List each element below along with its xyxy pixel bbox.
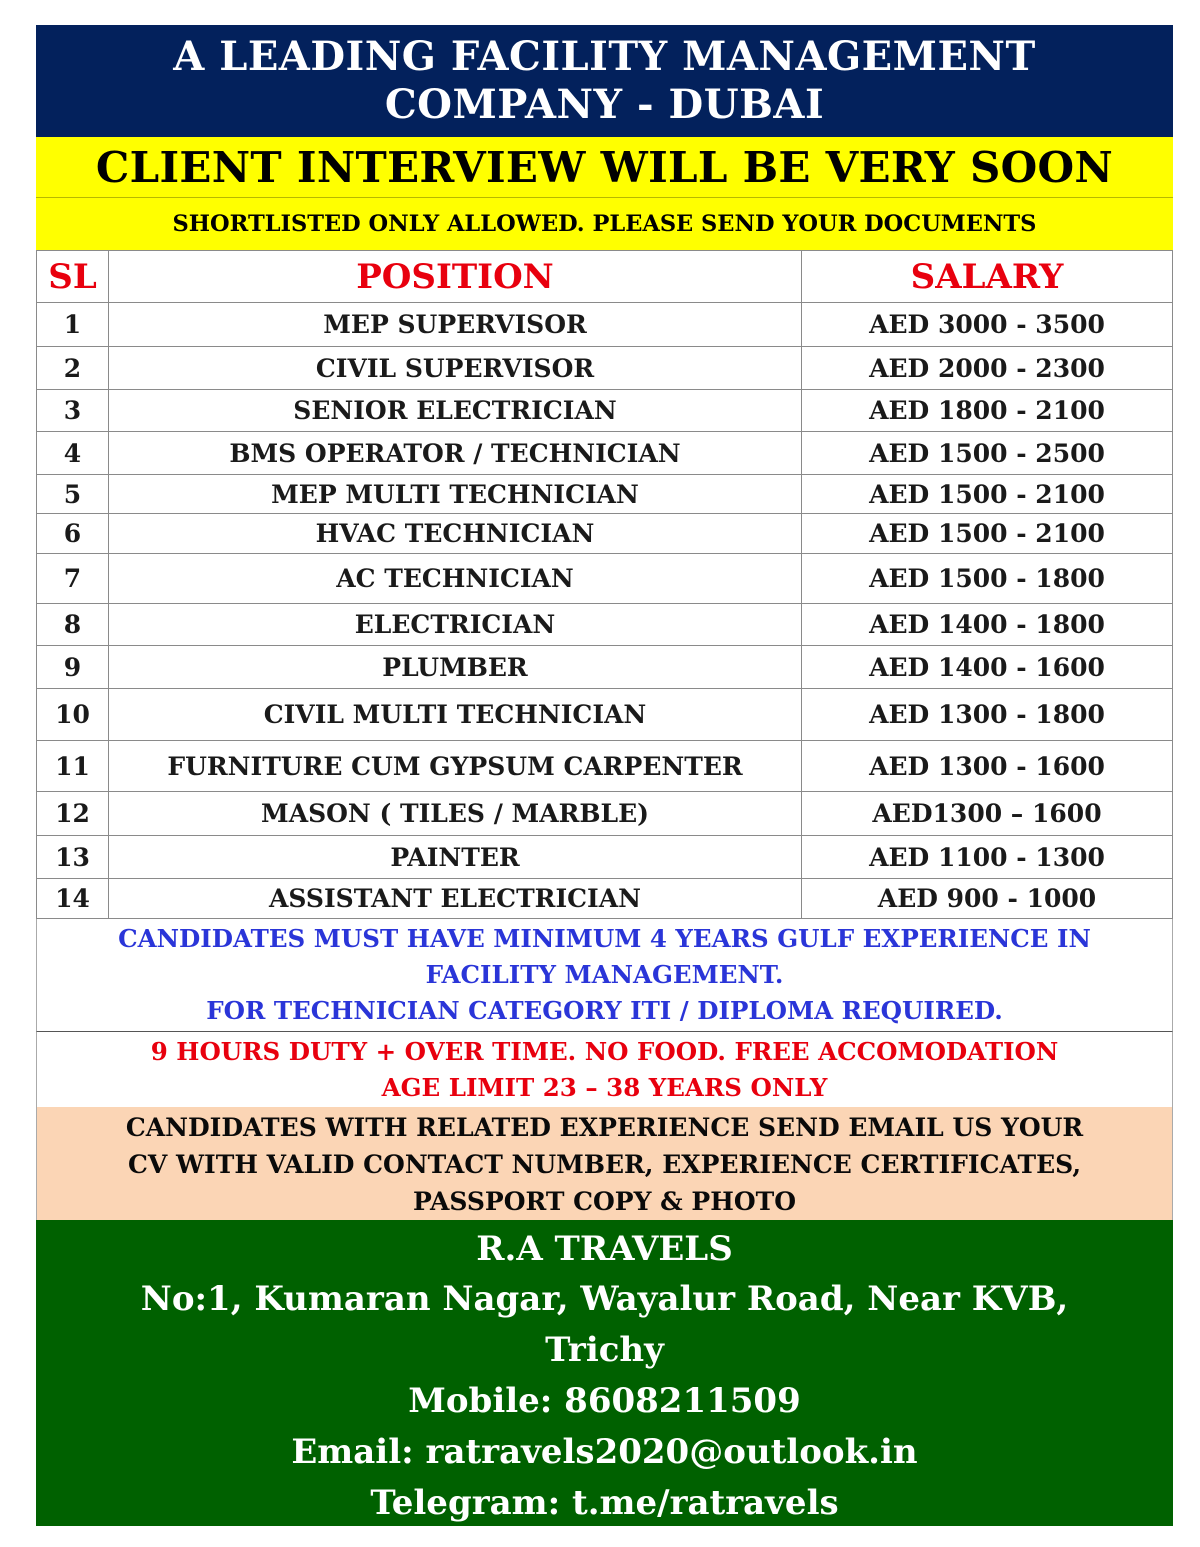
row-position: SENIOR ELECTRICIAN bbox=[109, 390, 802, 432]
table-row bbox=[37, 475, 1173, 514]
row-salary: AED 1400 - 1600 bbox=[802, 646, 1173, 689]
requirements-note bbox=[36, 919, 1173, 1032]
row-position: PLUMBER bbox=[109, 646, 802, 689]
row-sl: 9 bbox=[37, 646, 109, 689]
row-position: AC TECHNICIAN bbox=[109, 554, 802, 604]
table-row bbox=[37, 347, 1173, 390]
column-header-sl: SL bbox=[37, 251, 109, 303]
row-salary: AED 3000 - 3500 bbox=[802, 303, 1173, 347]
row-sl: 5 bbox=[37, 475, 109, 514]
apply-line1: CANDIDATES WITH RELATED EXPERIENCE SEND EMAIL US YOUR bbox=[125, 1113, 1084, 1142]
row-sl: 14 bbox=[37, 879, 109, 919]
row-position: HVAC TECHNICIAN bbox=[109, 514, 802, 554]
table-row bbox=[37, 646, 1173, 689]
row-position: MEP MULTI TECHNICIAN bbox=[109, 475, 802, 514]
row-sl: 6 bbox=[37, 514, 109, 554]
apply-line3: PASSPORT COPY & PHOTO bbox=[412, 1187, 797, 1216]
row-position: CIVIL MULTI TECHNICIAN bbox=[109, 689, 802, 741]
address-line2: Trichy bbox=[545, 1330, 664, 1370]
row-salary: AED 900 - 1000 bbox=[802, 879, 1173, 919]
row-salary: AED 1500 - 2500 bbox=[802, 432, 1173, 475]
row-position: ASSISTANT ELECTRICIAN bbox=[109, 879, 802, 919]
table-row bbox=[37, 514, 1173, 554]
table-row bbox=[37, 432, 1173, 475]
table-row bbox=[37, 836, 1173, 879]
row-salary: AED 1100 - 1300 bbox=[802, 836, 1173, 879]
row-sl: 8 bbox=[37, 604, 109, 646]
positions-table bbox=[36, 250, 1173, 919]
table-row bbox=[37, 741, 1173, 792]
row-salary: AED 2000 - 2300 bbox=[802, 347, 1173, 390]
row-salary: AED 1500 - 1800 bbox=[802, 554, 1173, 604]
table-header-row bbox=[37, 251, 1173, 303]
column-header-position: POSITION bbox=[109, 251, 802, 303]
table-row bbox=[37, 879, 1173, 919]
conditions-line1: 9 HOURS DUTY + OVER TIME. NO FOOD. FREE ACCOMODATION bbox=[150, 1037, 1059, 1066]
row-salary: AED 1300 - 1600 bbox=[802, 741, 1173, 792]
row-salary: AED 1800 - 2100 bbox=[802, 390, 1173, 432]
requirements-line2: FACILITY MANAGEMENT. bbox=[425, 960, 784, 989]
row-sl: 12 bbox=[37, 792, 109, 836]
row-sl: 13 bbox=[37, 836, 109, 879]
row-sl: 1 bbox=[37, 303, 109, 347]
row-salary: AED1300 – 1600 bbox=[802, 792, 1173, 836]
shortlist-notice: SHORTLISTED ONLY ALLOWED. PLEASE SEND YOUR DOCUMENTS bbox=[36, 198, 1173, 250]
conditions-line2: AGE LIMIT 23 – 38 YEARS ONLY bbox=[381, 1073, 828, 1102]
address-line1: No:1, Kumaran Nagar, Wayalur Road, Near KVB, bbox=[140, 1279, 1069, 1319]
row-sl: 4 bbox=[37, 432, 109, 475]
table-row bbox=[37, 792, 1173, 836]
table-row bbox=[37, 390, 1173, 432]
contact-section bbox=[36, 1220, 1173, 1526]
interview-notice: CLIENT INTERVIEW WILL BE VERY SOON bbox=[36, 137, 1173, 198]
company-title-line2: COMPANY - DUBAI bbox=[384, 81, 825, 128]
mobile-number[interactable]: Mobile: 8608211509 bbox=[408, 1381, 801, 1421]
row-sl: 10 bbox=[37, 689, 109, 741]
row-position: MEP SUPERVISOR bbox=[109, 303, 802, 347]
row-salary: AED 1500 - 2100 bbox=[802, 514, 1173, 554]
row-position: BMS OPERATOR / TECHNICIAN bbox=[109, 432, 802, 475]
column-header-salary: SALARY bbox=[802, 251, 1173, 303]
row-salary: AED 1300 - 1800 bbox=[802, 689, 1173, 741]
row-position: ELECTRICIAN bbox=[109, 604, 802, 646]
table-row bbox=[37, 554, 1173, 604]
row-position: MASON ( TILES / MARBLE) bbox=[109, 792, 802, 836]
requirements-line3: FOR TECHNICIAN CATEGORY ITI / DIPLOMA REQUIRED. bbox=[206, 996, 1003, 1025]
table-row bbox=[37, 303, 1173, 347]
row-sl: 2 bbox=[37, 347, 109, 390]
table-row bbox=[37, 689, 1173, 741]
row-position: FURNITURE CUM GYPSUM CARPENTER bbox=[109, 741, 802, 792]
row-position: CIVIL SUPERVISOR bbox=[109, 347, 802, 390]
apply-line2: CV WITH VALID CONTACT NUMBER, EXPERIENCE CERTIFICATES, bbox=[127, 1150, 1082, 1179]
conditions-note bbox=[36, 1032, 1173, 1107]
row-sl: 3 bbox=[37, 390, 109, 432]
application-instructions bbox=[36, 1107, 1173, 1220]
row-sl: 7 bbox=[37, 554, 109, 604]
company-header bbox=[36, 25, 1173, 137]
row-position: PAINTER bbox=[109, 836, 802, 879]
row-sl: 11 bbox=[37, 741, 109, 792]
agency-name: R.A TRAVELS bbox=[476, 1229, 733, 1269]
company-title-line1: A LEADING FACILITY MANAGEMENT bbox=[173, 33, 1036, 80]
job-advertisement bbox=[36, 25, 1173, 1526]
telegram-link[interactable]: Telegram: t.me/ratravels bbox=[370, 1483, 839, 1523]
requirements-line1: CANDIDATES MUST HAVE MINIMUM 4 YEARS GULF EXPERIENCE IN bbox=[118, 924, 1091, 953]
row-salary: AED 1400 - 1800 bbox=[802, 604, 1173, 646]
email-link[interactable]: Email: ratravels2020@outlook.in bbox=[291, 1432, 918, 1472]
row-salary: AED 1500 - 2100 bbox=[802, 475, 1173, 514]
table-row bbox=[37, 604, 1173, 646]
